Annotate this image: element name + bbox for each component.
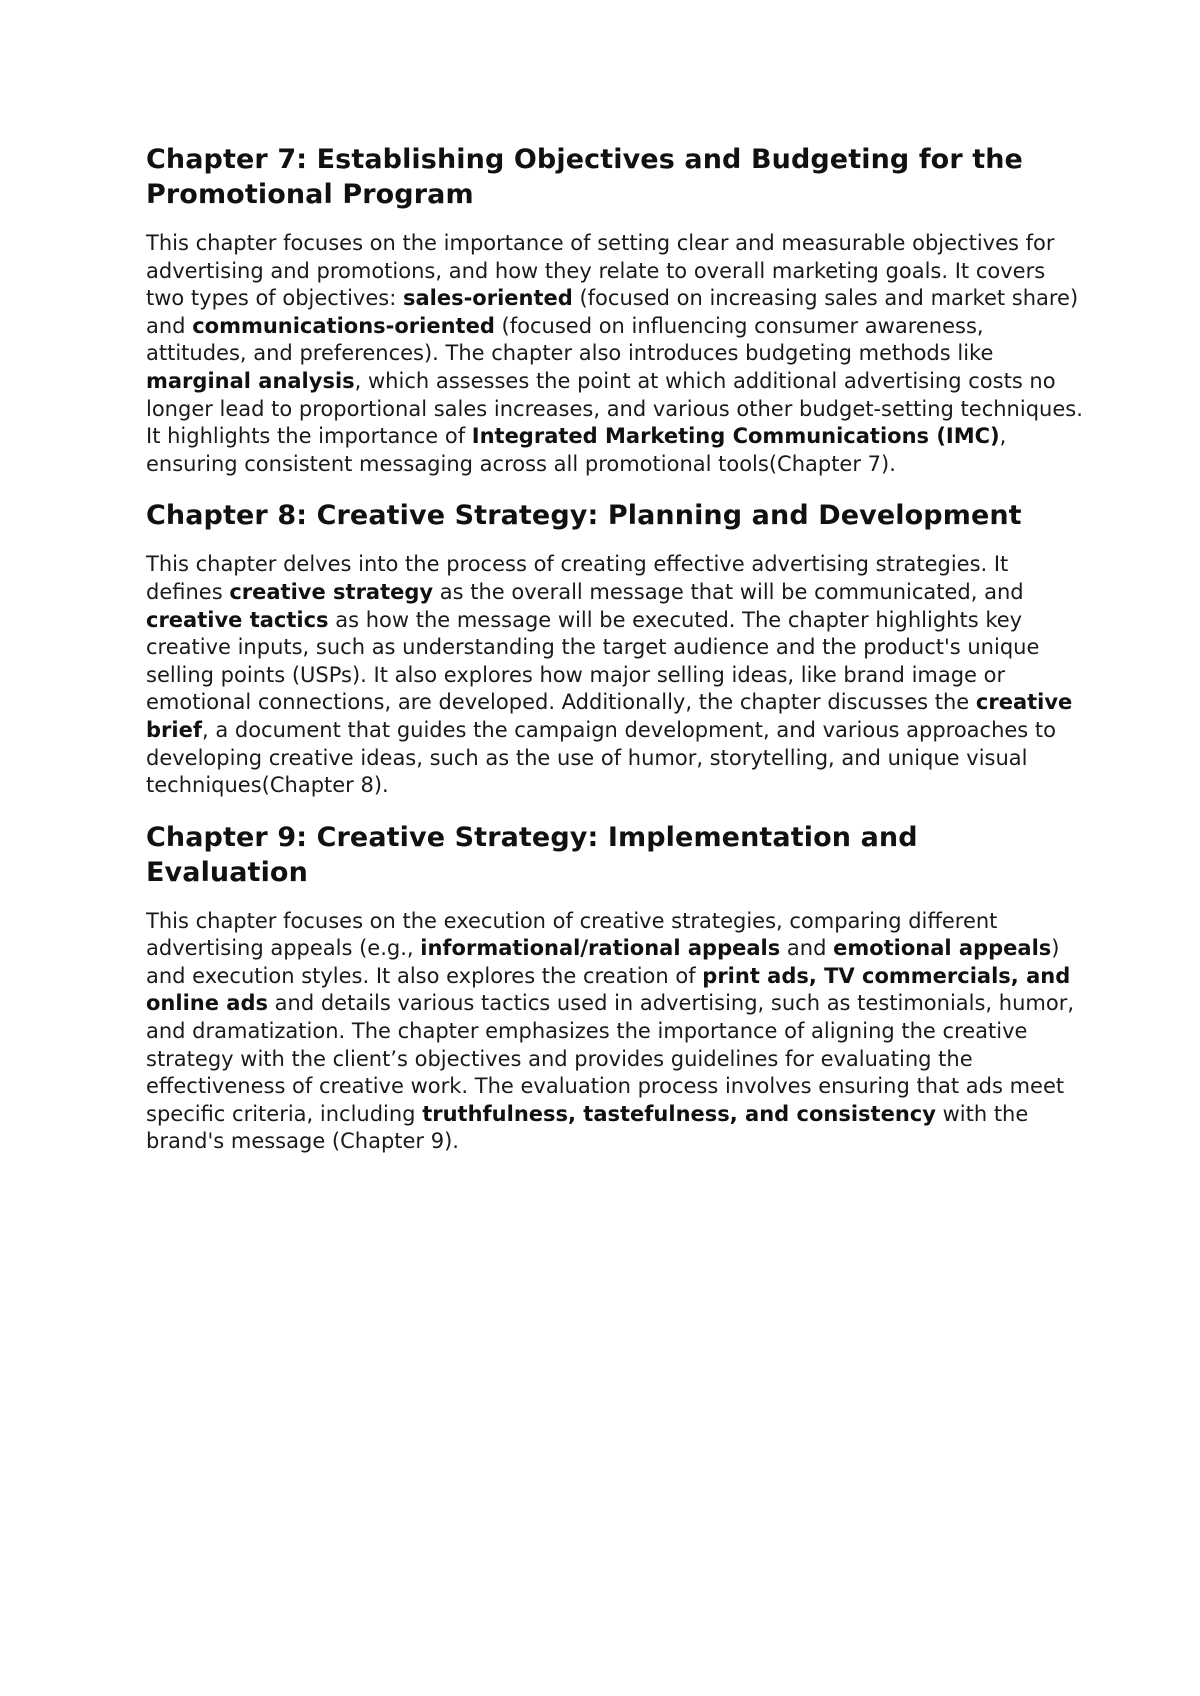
- chapter-9-text: with the brand's message (Chapter 9).: [146, 1101, 1029, 1154]
- chapter-7-text: , which assesses the point at which additional advertising costs no longer lead to proportional sales increases, and various other budget-setting techniques. It highlights the importance of: [146, 368, 1083, 449]
- document-page: [146, 142, 1086, 1176]
- chapter-7-text: This chapter focuses on the importance of setting clear and measurable objectives for advertising and promotions, and how they relate to overall marketing goals. It covers two types of objectives:: [146, 231, 1055, 311]
- chapter-8-text: as the overall message that will be communicated, and: [433, 579, 1024, 604]
- chapter-7-title: Chapter 7: Establishing Objectives and Budgeting for the Promotional Program: [146, 144, 1023, 210]
- chapter-8-bold-term: creative tactics: [146, 607, 329, 632]
- chapter-9-section: [146, 820, 1086, 1156]
- chapter-8-section: [146, 498, 1086, 799]
- chapter-7-text: (focused on influencing consumer awareness, attitudes, and preferences). The chapter also introduces budgeting methods like: [146, 313, 994, 366]
- chapter-9-text: and: [780, 936, 834, 961]
- chapter-8-bold-term: creative brief: [146, 690, 1073, 742]
- chapter-8-text: , a document that guides the campaign development, and various approaches to developing creative ideas, such as the use of humor, storytelling, and unique visual techniques(Chapter 8).: [146, 717, 1057, 798]
- chapter-7-text: , ensuring consistent messaging across all promotional tools(Chapter 7).: [146, 424, 1007, 476]
- chapter-7-body: [146, 230, 1086, 478]
- chapter-8-title: Chapter 8: Creative Strategy: Planning and Development: [146, 500, 1022, 532]
- chapter-9-bold-term: emotional appeals: [833, 936, 1052, 961]
- chapter-9-body: [146, 908, 1086, 1156]
- chapter-9-bold-term: print ads, TV commercials, and online ads: [146, 963, 1071, 1016]
- chapter-9-title: Chapter 9: Creative Strategy: Implementation and Evaluation: [146, 821, 918, 888]
- chapter-7-bold-term: communications-oriented: [192, 313, 495, 338]
- chapter-9-text: This chapter focuses on the execution of creative strategies, comparing different advertising appeals (e.g.,: [146, 908, 998, 961]
- chapter-7-text: (focused on increasing sales and market share) and: [146, 286, 1079, 338]
- chapter-8-text: This chapter delves into the process of creating effective advertising strategies. It defines: [146, 552, 1009, 604]
- chapter-9-text: and details various tactics used in advertising, such as testimonials, humor, and dramatization. The chapter emphasizes the importance of aligning the creative strategy with the client’s objectives and provides guidelines for evaluating the effectiveness of creative work. The evaluation process involves ensuring that ads meet specific criteria, including: [146, 991, 1075, 1126]
- chapter-8-bold-term: creative strategy: [229, 579, 434, 604]
- chapter-9-bold-term: truthfulness, tastefulness, and consistency: [422, 1101, 936, 1126]
- chapter-7-bold-term: Integrated Marketing Communications (IMC): [471, 424, 1000, 449]
- chapter-9-text: ) and execution styles. It also explores the creation of: [146, 936, 1060, 988]
- chapter-7-bold-term: sales-oriented: [402, 286, 573, 311]
- chapter-8-text: as how the message will be executed. The chapter highlights key creative inputs, such as understanding the target audience and the product's unique selling points (USPs). It also explores how major selling ideas, like brand image or emotional connections, are developed. Additionally, the chapter discusses the: [146, 607, 1040, 715]
- chapter-9-bold-term: informational/rational appeals: [420, 936, 781, 961]
- chapter-8-body: [146, 551, 1086, 799]
- chapter-7-bold-term: marginal analysis: [146, 368, 355, 393]
- chapter-7-section: [146, 142, 1086, 478]
